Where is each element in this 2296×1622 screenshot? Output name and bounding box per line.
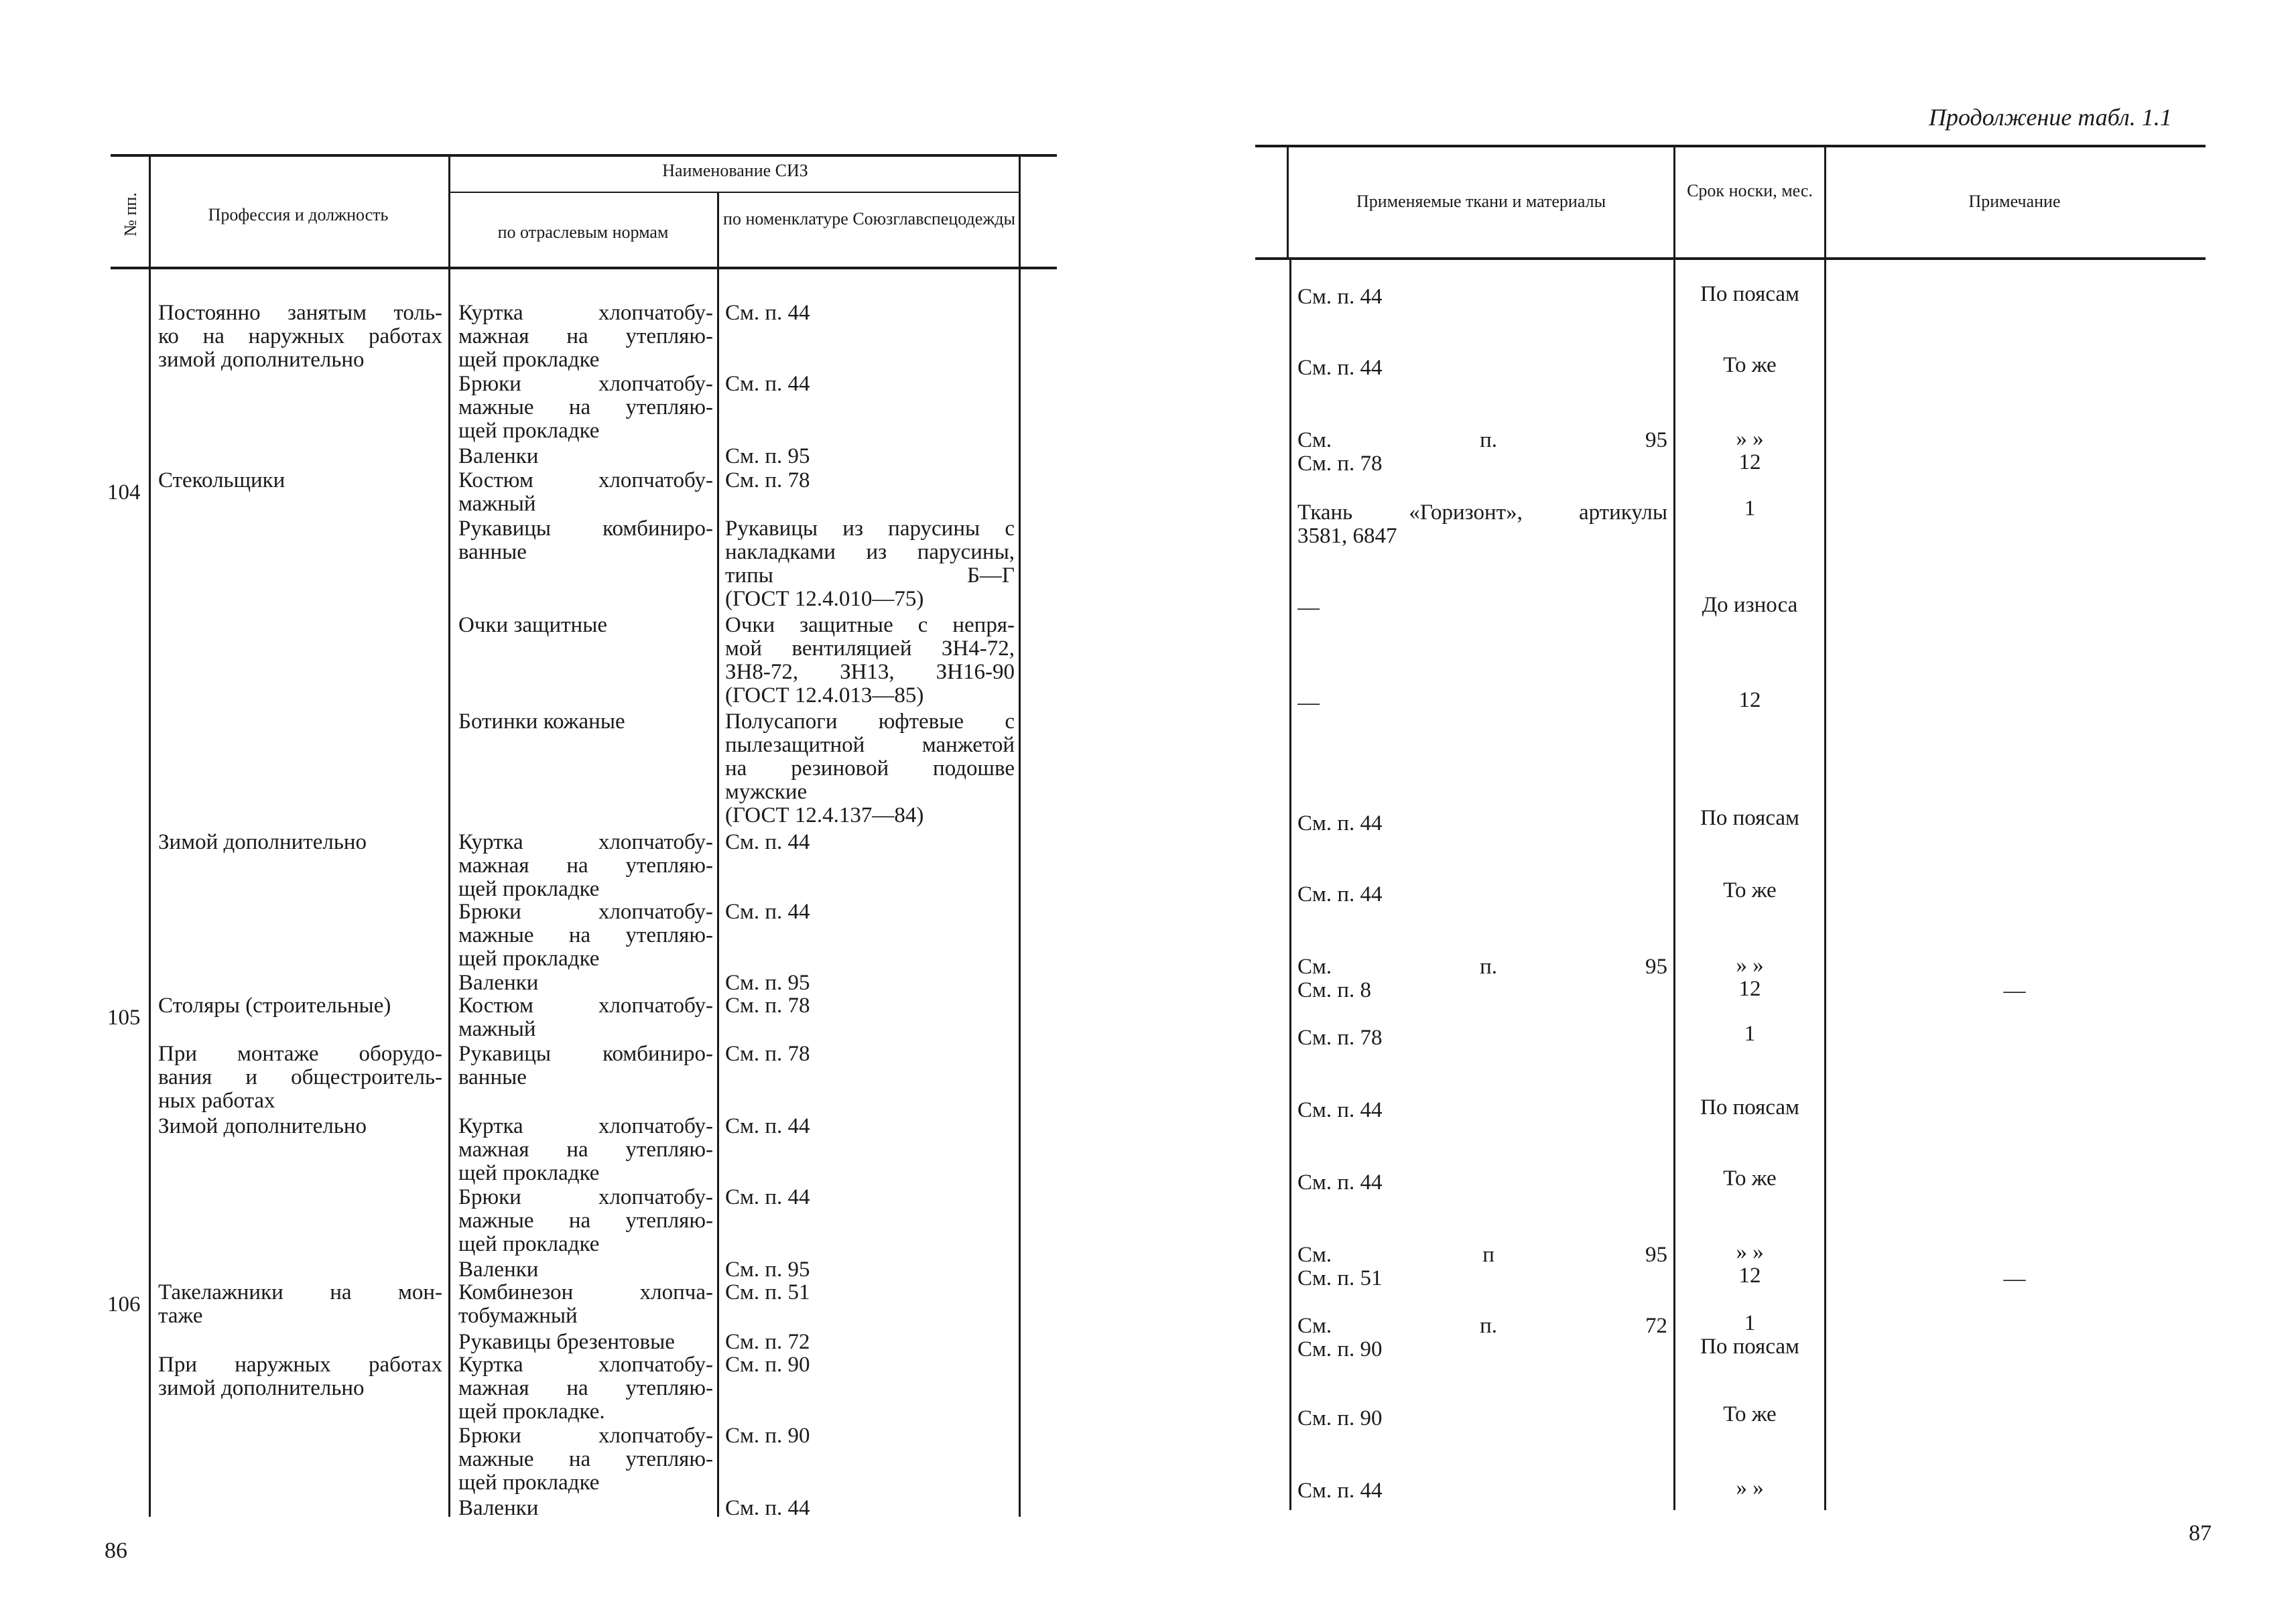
materials-cell-line: См. п. 51 (1297, 1267, 1383, 1290)
materials-cell-line: См. п. 95 (1297, 955, 1667, 979)
header-profession: Профессия и должность (208, 205, 389, 224)
term-cell (1677, 283, 1823, 306)
materials-cell-line: См. п 95 (1297, 1243, 1667, 1267)
nomenclature-cell-line: См. п. 44 (725, 1497, 810, 1520)
norms-cell-line: мажные на утепляю- (458, 1209, 713, 1233)
norms-cell-line: щей прокладке (458, 1471, 600, 1495)
materials-cell-line: — (1297, 691, 1320, 715)
norms-cell-line: щей прокладке (458, 348, 600, 372)
profession-cell-line: Столяры (строительные) (158, 994, 391, 1018)
materials-cell-line: См. п. 78 (1297, 1026, 1383, 1050)
norms-cell-line: щей прокладке. (458, 1400, 605, 1424)
norms-cell-line: мажный (458, 492, 536, 516)
term-cell (1677, 689, 1823, 712)
materials-cell (1297, 1314, 1667, 1361)
materials-cell (1297, 1099, 1667, 1122)
norms-cell-line: Брюки хлопчатобу- (458, 1186, 713, 1209)
materials-cell-line: См. п. 44 (1297, 1479, 1383, 1503)
term-cell (1677, 1241, 1823, 1288)
profession-cell-line: зимой дополнительно (158, 1377, 365, 1400)
materials-cell (1297, 429, 1667, 476)
right-col-divider-1 (1673, 147, 1675, 1510)
nomenclature-cell-line: См. п. 72 (725, 1331, 810, 1354)
term-cell (1677, 594, 1823, 617)
profession-cell-line: Постоянно занятым толь- (158, 301, 442, 325)
term-cell-line: » » (1736, 1241, 1764, 1264)
right-col-divider-2 (1824, 147, 1826, 1510)
materials-cell-line: Ткань «Горизонт», артикулы (1297, 501, 1667, 525)
term-cell-line: 1 (1744, 1312, 1756, 1335)
nomenclature-cell-line: пылезащитной манжетой (725, 734, 1015, 757)
term-cell-line: По поясам (1700, 1335, 1799, 1359)
materials-cell (1297, 285, 1667, 309)
nomenclature-cell-line: См. п. 44 (725, 831, 810, 854)
norms-cell-line: Костюм хлопчатобу- (458, 994, 713, 1018)
term-cell (1677, 879, 1823, 902)
row-number: 105 (107, 1006, 141, 1030)
nomenclature-cell-line: См. п. 44 (725, 1115, 810, 1138)
norms-cell-line: Рукавицы комбиниро- (458, 517, 713, 541)
profession-cell-line: Такелажники на мон- (158, 1281, 442, 1304)
materials-cell (1297, 1171, 1667, 1195)
nomenclature-cell-line: (ГОСТ 12.4.010—75) (725, 588, 924, 611)
right-left-edge (1289, 260, 1291, 1510)
norms-cell-line: Комбинезон хлопча- (458, 1281, 713, 1304)
profession-cell-line: ных работах (158, 1089, 275, 1113)
norms-cell-line: мажная на утепляю- (458, 325, 713, 348)
right-header-bottom-rule (1255, 257, 2206, 260)
nomenclature-cell-line: См. п. 95 (725, 971, 810, 995)
materials-cell-line: 3581, 6847 (1297, 525, 1397, 548)
nomenclature-cell-line: См. п. 51 (725, 1281, 810, 1304)
nomenclature-cell-line: мой вентиляцией ЗН4-72, (725, 637, 1015, 661)
nomenclature-cell-line: См. п. 90 (725, 1424, 810, 1448)
nomenclature-cell-line: (ГОСТ 12.4.137—84) (725, 804, 924, 827)
term-cell-line: 12 (1738, 977, 1761, 1001)
right-col-divider-0 (1287, 147, 1289, 259)
norms-cell-line: Куртка хлопчатобу- (458, 831, 713, 854)
term-cell-line: 1 (1744, 1022, 1756, 1046)
profession-cell-line: При монтаже оборудо- (158, 1042, 442, 1066)
norms-cell-line: Валенки (458, 445, 539, 468)
norms-cell-line: Куртка хлопчатобу- (458, 1353, 713, 1377)
materials-cell-line: См. п. 44 (1297, 883, 1383, 906)
materials-cell (1297, 1243, 1667, 1290)
materials-cell (1297, 1407, 1667, 1430)
materials-cell-line: См. п. 72 (1297, 1314, 1667, 1338)
nomenclature-cell-line: Очки защитные с непря- (725, 614, 1015, 637)
norms-cell-line: Очки защитные (458, 614, 608, 637)
nomenclature-cell-line: См. п. 90 (725, 1353, 810, 1377)
materials-cell-line: — (1297, 596, 1320, 620)
norms-cell-line: Брюки хлопчатобу- (458, 1424, 713, 1448)
norms-cell-line: ванные (458, 541, 527, 564)
profession-cell-line: ко на наружных работах (158, 325, 442, 348)
norms-cell-line: Рукавицы комбиниро- (458, 1042, 713, 1066)
norms-cell-line: ванные (458, 1066, 527, 1089)
materials-cell-line: См. п. 44 (1297, 812, 1383, 835)
header-siz-group: Наименование СИЗ (662, 161, 808, 180)
header-by-nomenclature: по номенклатуре Союзглавспецодежды (723, 209, 1015, 228)
header-note: Примечание (1968, 192, 2061, 211)
nomenclature-cell-line: См. п. 78 (725, 994, 810, 1018)
nomenclature-cell-line: См. п. 44 (725, 301, 810, 325)
term-cell-line: По поясам (1700, 807, 1799, 830)
profession-cell-line: вания и общестроитель- (158, 1066, 442, 1089)
norms-cell-line: Костюм хлопчатобу- (458, 469, 713, 492)
materials-cell (1297, 501, 1667, 548)
norms-cell-line: Валенки (458, 971, 539, 995)
nomenclature-cell-line: См. п. 44 (725, 1186, 810, 1209)
nomenclature-cell-line: См. п. 78 (725, 1042, 810, 1066)
term-cell (1677, 497, 1823, 521)
materials-cell (1297, 812, 1667, 835)
right-table-top-rule (1255, 145, 2206, 147)
header-materials: Применяемые ткани и материалы (1356, 192, 1606, 211)
note-cell-line: — (2003, 979, 2026, 1003)
norms-cell-line: Ботинки кожаные (458, 710, 625, 734)
materials-cell-line: См. п. 44 (1297, 1099, 1383, 1122)
nomenclature-cell-line: накладками из парусины, (725, 541, 1015, 564)
norms-cell-line: мажная на утепляю- (458, 1138, 713, 1162)
term-cell (1677, 1096, 1823, 1120)
norms-cell-line: щей прокладке (458, 947, 600, 971)
term-cell-line: 12 (1738, 689, 1761, 712)
materials-cell (1297, 356, 1667, 380)
materials-cell-line: См. п. 8 (1297, 979, 1372, 1002)
row-number: 106 (107, 1292, 141, 1316)
term-cell-line: То же (1723, 1167, 1777, 1191)
materials-cell (1297, 691, 1667, 715)
profession-cell-line: таже (158, 1304, 203, 1328)
materials-cell-line: См. п. 44 (1297, 356, 1383, 380)
norms-cell-line: Валенки (458, 1258, 539, 1282)
term-cell (1677, 954, 1823, 1001)
materials-cell-line: См. п. 44 (1297, 285, 1383, 309)
term-cell (1677, 1477, 1823, 1500)
term-cell-line: » » (1736, 954, 1764, 977)
note-cell (1827, 979, 2202, 1003)
nomenclature-cell-line: См. п. 78 (725, 469, 810, 492)
norms-cell-line: Куртка хлопчатобу- (458, 1115, 713, 1138)
nomenclature-cell-line: См. п. 44 (725, 373, 810, 396)
term-cell-line: 12 (1738, 1264, 1761, 1288)
term-cell-line: 1 (1744, 497, 1756, 521)
norms-cell-line: Брюки хлопчатобу- (458, 373, 713, 396)
page-number-right: 87 (2189, 1521, 2212, 1546)
row-number: 104 (107, 480, 141, 504)
materials-cell (1297, 883, 1667, 906)
norms-cell-line: мажная на утепляю- (458, 1377, 713, 1400)
profession-cell-line: Зимой дополнительно (158, 831, 367, 854)
norms-cell-line: Рукавицы брезентовые (458, 1331, 675, 1354)
continuation-caption: Продолжение табл. 1.1 (1929, 104, 2172, 131)
materials-cell-line: См. п. 90 (1297, 1338, 1383, 1361)
nomenclature-cell-line: мужские (725, 781, 808, 804)
term-cell (1677, 427, 1823, 474)
term-cell (1677, 807, 1823, 830)
header-by-norms: по отраслевым нормам (497, 222, 669, 242)
materials-cell (1297, 1479, 1667, 1503)
norms-cell-line: Куртка хлопчатобу- (458, 301, 713, 325)
materials-cell-line: См. п. 95 (1297, 429, 1667, 452)
nomenclature-cell-line: типы Б—Г (725, 564, 1015, 588)
norms-cell-line: Брюки хлопчатобу- (458, 900, 713, 924)
materials-cell (1297, 596, 1667, 620)
header-term: Срок носки, мес. (1687, 181, 1813, 200)
norms-cell-line: мажный (458, 1018, 536, 1041)
term-cell (1677, 354, 1823, 377)
nomenclature-cell-line: См. п. 44 (725, 900, 810, 924)
nomenclature-cell-line: ЗН8-72, ЗН13, ЗН16-90 (725, 661, 1015, 684)
nomenclature-cell-line: См. п. 95 (725, 1258, 810, 1282)
norms-cell-line: мажные на утепляю- (458, 1448, 713, 1471)
term-cell (1677, 1022, 1823, 1046)
norms-cell-line: мажная на утепляю- (458, 854, 713, 878)
term-cell-line: По поясам (1700, 283, 1799, 306)
header-num: № пп. (121, 192, 140, 236)
term-cell-line: » » (1736, 427, 1764, 451)
materials-cell-line: См. п. 44 (1297, 1171, 1383, 1195)
profession-cell-line: зимой дополнительно (158, 348, 365, 372)
note-cell-line: — (2003, 1268, 2026, 1291)
materials-cell-line: См. п. 90 (1297, 1407, 1383, 1430)
term-cell-line: До износа (1702, 594, 1798, 617)
term-cell-line: То же (1723, 354, 1777, 377)
nomenclature-cell-line: на резиновой подошве (725, 757, 1015, 781)
term-cell (1677, 1167, 1823, 1191)
norms-cell-line: щей прокладке (458, 878, 600, 901)
page-number-left: 86 (105, 1538, 127, 1563)
materials-cell (1297, 955, 1667, 1002)
term-cell-line: То же (1723, 879, 1777, 902)
materials-cell (1297, 1026, 1667, 1050)
term-cell (1677, 1312, 1823, 1359)
nomenclature-cell-line: Рукавицы из парусины с (725, 517, 1015, 541)
nomenclature-cell-line: См. п. 95 (725, 445, 810, 468)
term-cell (1677, 1403, 1823, 1426)
profession-cell-line: Стекольщики (158, 469, 285, 492)
norms-cell-line: щей прокладке (458, 1233, 600, 1256)
norms-cell-line: мажные на утепляю- (458, 396, 713, 419)
norms-cell-line: тобумажный (458, 1304, 578, 1328)
term-cell-line: То же (1723, 1403, 1777, 1426)
norms-cell-line: мажные на утепляю- (458, 924, 713, 947)
norms-cell-line: Валенки (458, 1497, 539, 1520)
nomenclature-cell-line: Полусапоги юфтевые с (725, 710, 1015, 734)
profession-cell-line: Зимой дополнительно (158, 1115, 367, 1138)
term-cell-line: 12 (1738, 451, 1761, 474)
term-cell-line: » » (1736, 1477, 1764, 1500)
norms-cell-line: щей прокладке (458, 419, 600, 443)
materials-cell-line: См. п. 78 (1297, 452, 1383, 476)
norms-cell-line: щей прокладке (458, 1162, 600, 1185)
nomenclature-cell-line: (ГОСТ 12.4.013—85) (725, 684, 924, 707)
term-cell-line: По поясам (1700, 1096, 1799, 1120)
note-cell (1827, 1268, 2202, 1291)
profession-cell-line: При наружных работах (158, 1353, 442, 1377)
